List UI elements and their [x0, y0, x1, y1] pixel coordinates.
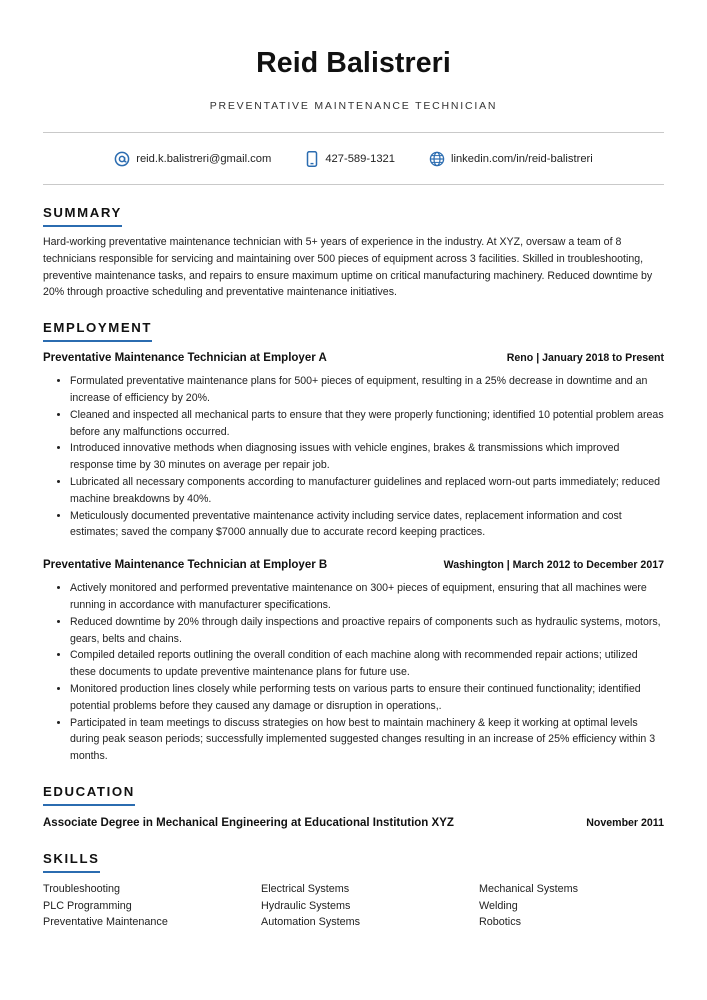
phone-icon: [305, 151, 319, 167]
candidate-name: Reid Balistreri: [256, 47, 451, 79]
skill-item: Welding: [479, 899, 518, 912]
skill-item: Robotics: [479, 916, 522, 929]
job-bullet: • Lubricated all necessary components according to manufacturer guidelines and replaced worn-out parts immediately; reduced machine breakdowns by 40%.: [70, 474, 664, 508]
contact-divider: [43, 184, 664, 185]
contact-bar: [43, 133, 664, 184]
job-location-dates: Washington | March 2012 to December 2017: [443, 559, 664, 572]
education-section: [43, 783, 664, 831]
degree: Associate Degree in Mechanical Engineering at Educational Institution XYZ: [43, 816, 454, 829]
summary-section: [43, 204, 664, 301]
email-text: reid.k.balistreri@gmail.com: [136, 152, 272, 165]
skill-item: Electrical Systems: [261, 882, 350, 895]
education-date: November 2011: [586, 816, 664, 829]
contact-email[interactable]: [114, 151, 271, 167]
contact-phone[interactable]: [305, 151, 395, 167]
job-bullet: • Reduced downtime by 20% through daily inspections and proactive repairs of components such as hydraulic systems, motors, gears, belts and chains.: [70, 614, 664, 648]
job-bullet: • Cleaned and inspected all mechanical parts to ensure that they were properly functioning; identified 10 potential problem areas before any malfunctions occurred.: [70, 407, 664, 441]
resume-page: [43, 0, 664, 931]
job-bullet: • Monitored production lines closely while performing tests on various parts to ensure their continued functionality; identified potential problems before they caused any damage or disruption in operations,.: [70, 681, 664, 715]
job-bullets: [43, 580, 664, 765]
job-bullet: • Compiled detailed reports outlining the overall condition of each machine along with recommended repair actions; utilized these documents to update preventive maintenance plans for future use.: [70, 647, 664, 681]
job-bullets: [43, 373, 664, 541]
candidate-title: PREVENTATIVE MAINTENANCE TECHNICIAN: [209, 100, 498, 112]
employment-section: [43, 319, 664, 765]
skill-item: Hydraulic Systems: [261, 899, 351, 912]
job-title: Preventative Maintenance Technician at Employer B: [43, 559, 328, 572]
contact-linkedin[interactable]: [429, 151, 593, 167]
skill-item: Troubleshooting: [43, 882, 121, 895]
job-location-dates: Reno | January 2018 to Present: [506, 352, 664, 365]
job-bullet: • Meticulously documented preventative maintenance activity including service dates, replacement information and cost estimates; saved the company $7000 annually due to accurate record keeping practices.: [70, 508, 664, 542]
phone-text: 427-589-1321: [325, 152, 395, 165]
education-heading: EDUCATION: [43, 784, 135, 806]
job-title: Preventative Maintenance Technician at Employer A: [43, 352, 327, 365]
email-icon: [114, 151, 130, 167]
job-entry: [43, 558, 664, 765]
skill-item: PLC Programming: [43, 899, 132, 912]
skill-item: Automation Systems: [261, 916, 361, 929]
summary-heading: SUMMARY: [43, 205, 122, 227]
job-bullet: • Participated in team meetings to discuss strategies on how best to maintain machinery & keep it working at optimal levels during peak season periods; successfully implemented suggested changes resulting in an increase of 25% efficiency within 3 months.: [70, 715, 664, 765]
employment-heading: EMPLOYMENT: [43, 320, 152, 342]
skills-section: [43, 850, 664, 931]
skills-heading: SKILLS: [43, 851, 100, 873]
job-bullet: • Introduced innovative methods when diagnosing issues with vehicle engines, brakes & transmissions which improved response time by 30 minutes on average per repair job.: [70, 440, 664, 474]
globe-icon: [429, 151, 445, 167]
skills-grid: [43, 881, 664, 931]
job-entry: [43, 351, 664, 541]
summary-text: Hard-working preventative maintenance technician with 5+ years of experience in the industry. At XYZ, oversaw a team of 8 technicians responsible for servicing and maintaining over 500 pieces of equipment across 3 facilities. Skilled in troubleshooting, preventive maintenance tasks, and repairs to ensure maximum uptime on critical manufacturing machinery. Reduced downtime by 20% through proactive scheduling and preventative maintenance initiatives.: [43, 236, 653, 299]
skill-item: Mechanical Systems: [479, 882, 579, 895]
job-bullet: • Formulated preventative maintenance plans for 500+ pieces of equipment, resulting in a 25% decrease in downtime and an increase of efficiency by 20%.: [70, 373, 664, 407]
linkedin-text: linkedin.com/in/reid-balistreri: [450, 152, 593, 165]
job-bullet: • Actively monitored and performed preventative maintenance on 300+ pieces of equipment, ensuring that all machines were running in accordance with manufacturer specifications.: [70, 580, 664, 614]
skill-item: Preventative Maintenance: [43, 916, 168, 929]
